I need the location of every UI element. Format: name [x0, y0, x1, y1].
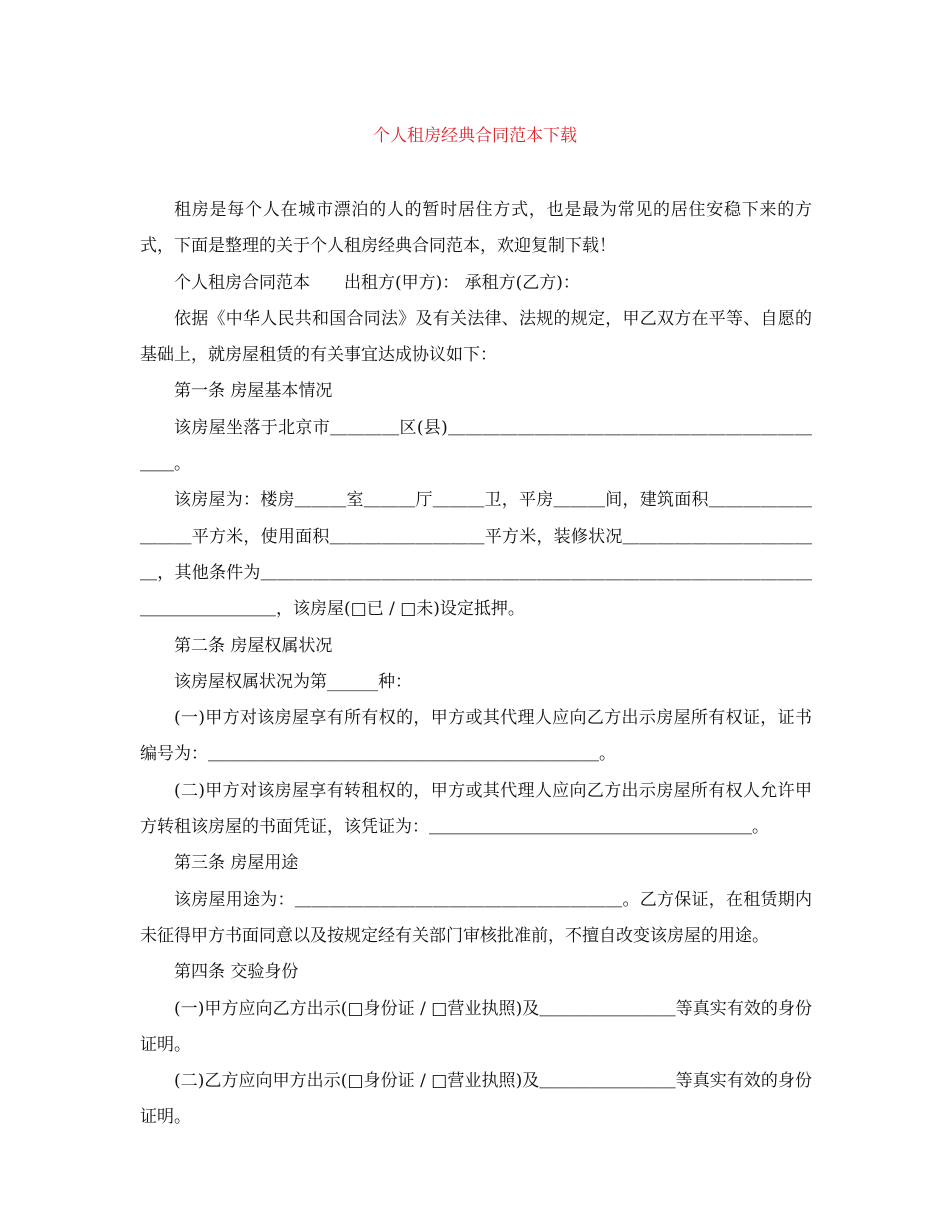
ownership-clause-2: (二)甲方对该房屋享有转租权的，甲方或其代理人应向乙方出示房屋所有权人允许甲方转租该房屋的书面凭证，该凭证为：＿＿＿＿＿＿＿＿＿＿＿＿＿＿＿＿＿＿＿。	[140, 780, 812, 838]
property-use-paragraph: 该房屋用途为：＿＿＿＿＿＿＿＿＿＿＿＿＿＿＿＿＿＿＿。乙方保证，在租赁期内未征得甲方书面同意以及按规定经有关部门审核批准前，不擅自改变该房屋的用途。	[140, 889, 812, 946]
property-details-paragraph: 该房屋为：楼房＿＿＿室＿＿＿厅＿＿＿卫，平房＿＿＿间，建筑面积＿＿＿＿＿＿＿＿＿平方米，使用面积＿＿＿＿＿＿＿＿＿平方米，装修状况＿＿＿＿＿＿＿＿＿＿＿＿，其他条件为＿＿＿＿＿＿＿＿＿＿＿＿＿＿＿＿＿＿＿＿＿＿＿＿＿＿＿＿＿＿＿＿＿＿＿＿＿＿＿＿，该房屋(□已 / □未)设定抵押。	[140, 490, 812, 620]
property-location-paragraph: 该房屋坐落于北京市＿＿＿＿区(县)＿＿＿＿＿＿＿＿＿＿＿＿＿＿＿＿＿＿＿＿＿＿＿。	[140, 417, 812, 475]
ownership-status-paragraph: 该房屋权属状况为第______种：	[174, 671, 412, 692]
identity-clause-1: (一)甲方应向乙方出示(□身份证 / □营业执照)及＿＿＿＿＿＿＿＿等真实有效的身份证明。	[140, 998, 812, 1055]
ownership-clause-1: (一)甲方对该房屋享有所有权的，甲方或其代理人应向乙方出示房屋所有权证，证书编号为：＿＿＿＿＿＿＿＿＿＿＿＿＿＿＿＿＿＿＿＿＿＿＿。	[140, 708, 812, 765]
article-4-heading: 第四条 交验身份	[174, 962, 299, 983]
document-title: 个人租房经典合同范本下载	[373, 126, 577, 146]
legal-basis-paragraph: 依据《中华人民共和国合同法》及有关法律、法规的规定，甲乙双方在平等、自愿的基础上，就房屋租赁的有关事宜达成协议如下：	[140, 308, 812, 366]
identity-clause-2: (二)乙方应向甲方出示(□身份证 / □营业执照)及＿＿＿＿＿＿＿＿等真实有效的身份证明。	[140, 1071, 812, 1128]
contract-parties-line: 个人租房合同范本 出租方(甲方)： 承租方(乙方)：	[174, 272, 580, 293]
article-3-heading: 第三条 房屋用途	[174, 853, 299, 874]
intro-paragraph: 租房是每个人在城市漂泊的人的暂时居住方式，也是最为常见的居住安稳下来的方式，下面是整理的关于个人租房经典合同范本，欢迎复制下载！	[140, 200, 812, 257]
document-body	[140, 192, 812, 1136]
article-1-heading: 第一条 房屋基本情况	[174, 381, 333, 402]
article-2-heading: 第二条 房屋权属状况	[174, 635, 333, 656]
